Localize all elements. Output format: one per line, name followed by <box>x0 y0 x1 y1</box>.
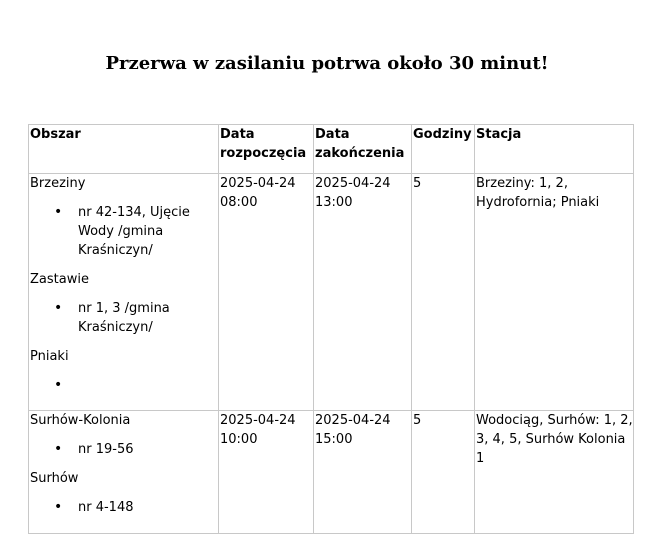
address-list <box>30 203 218 260</box>
hours-cell: 5 <box>412 174 475 411</box>
header-hours: Godziny <box>412 125 475 174</box>
header-start-date: Data rozpoczęcia <box>219 125 314 174</box>
address-item <box>78 376 218 395</box>
address-item: • nr 19-56 <box>78 440 218 459</box>
area-name: Zastawie <box>30 272 89 287</box>
header-end-date: Data zakończenia <box>314 125 412 174</box>
station-cell: Brzeziny: 1, 2, Hydrofornia; Pniaki <box>475 174 634 411</box>
address-list <box>30 299 218 337</box>
end-date-cell: 2025-04-24 13:00 <box>314 174 412 411</box>
area-name: Brzeziny <box>30 176 86 191</box>
area-name: Pniaki <box>30 349 69 364</box>
page-title: Przerwa w zasilaniu potrwa około 30 minut! <box>105 53 549 74</box>
table-row <box>29 411 634 534</box>
area-name: Surhów-Kolonia <box>30 413 131 428</box>
header-area: Obszar <box>29 125 219 174</box>
area-cell <box>29 411 219 534</box>
hours-cell: 5 <box>412 411 475 534</box>
table-row <box>29 174 634 411</box>
start-date-cell: 2025-04-24 08:00 <box>219 174 314 411</box>
address-item: • nr 42-134, Ujęcie Wody /gmina Kraśniczyn/ <box>78 203 218 260</box>
address-list <box>30 376 218 395</box>
address-item: • nr 4-148 <box>78 498 218 517</box>
outage-table <box>28 124 634 534</box>
address-list <box>30 440 218 459</box>
table-header-row <box>29 125 634 174</box>
address-list <box>30 498 218 517</box>
header-station: Stacja <box>475 125 634 174</box>
address-item: • nr 1, 3 /gmina Kraśniczyn/ <box>78 299 218 337</box>
area-cell <box>29 174 219 411</box>
area-name: Surhów <box>30 471 79 486</box>
end-date-cell: 2025-04-24 15:00 <box>314 411 412 534</box>
start-date-cell: 2025-04-24 10:00 <box>219 411 314 534</box>
station-cell: Wodociąg, Surhów: 1, 2, 3, 4, 5, Surhów Kolonia 1 <box>475 411 634 534</box>
